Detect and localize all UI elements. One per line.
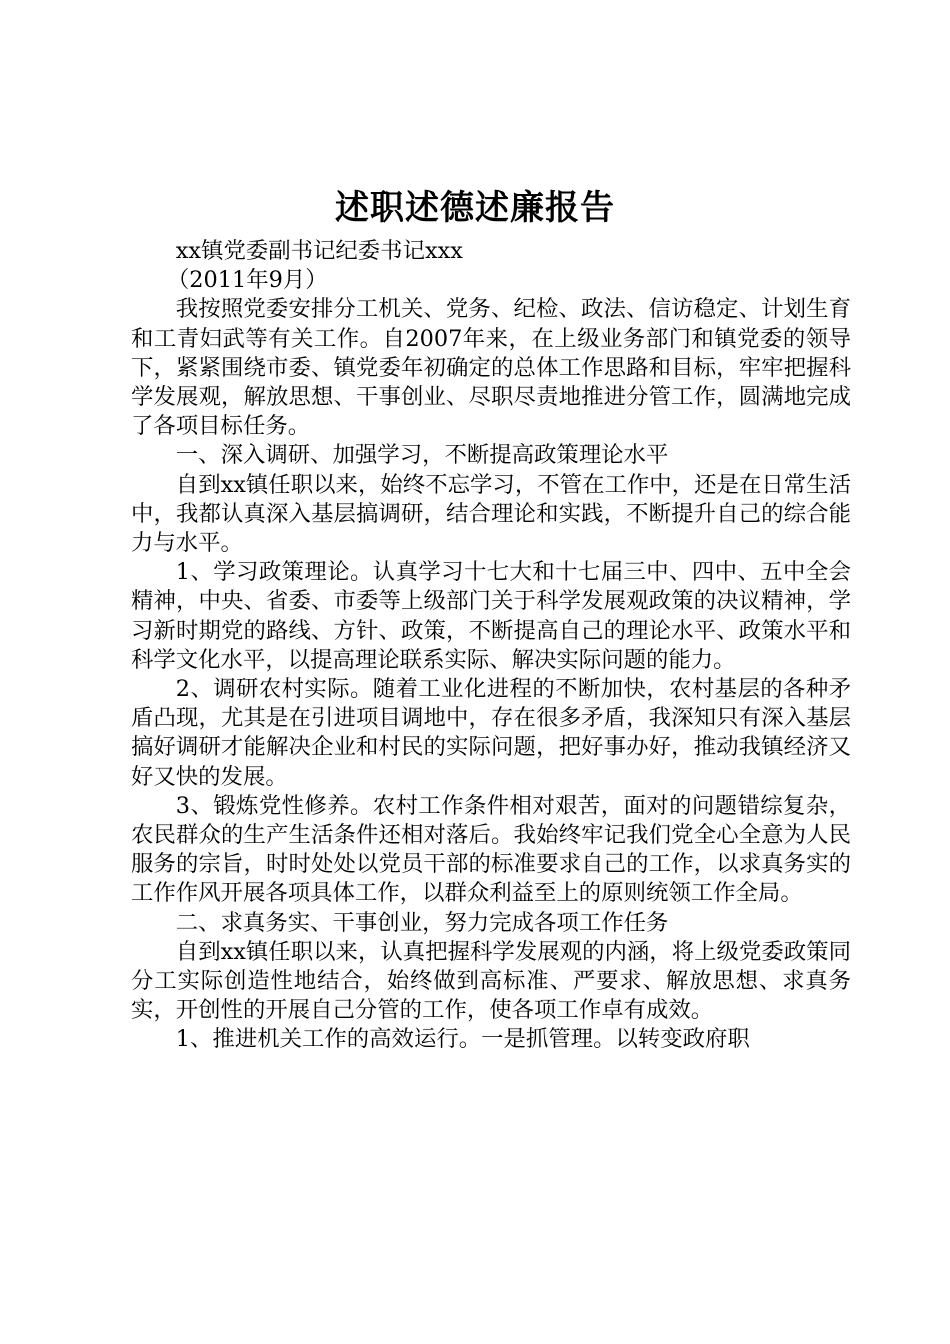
paragraph: 1、学习政策理论。认真学习十七大和十七届三中、四中、五中全会精神，中央、省委、市委等上级部门关于科学发展观政策的决议精神，学习新时期党的路线、方针、政策，不断提高自己的理论水平、政策水平和科学文化水平，以提高理论联系实际、解决实际问题的能力。 [131, 559, 851, 673]
paragraph: 3、锻炼党性修养。农村工作条件相对艰苦，面对的问题错综复杂，农民群众的生产生活条件还相对落后。我始终牢记我们党全心全意为人民服务的宗旨，时时处处以党员干部的标准要求自己的工作，以求真务实的工作作风开展各项具体工作，以群众利益至上的原则统领工作全局。 [131, 792, 851, 907]
section-heading: 二、求真务实、干事创业，努力完成各项工作任务 [175, 909, 669, 936]
paragraph: 2、调研农村实际。随着工业化进程的不断加快，农村基层的各种矛盾凸现，尤其是在引进项目调地中，存在很多矛盾，我深知只有深入基层搞好调研才能解决企业和村民的实际问题，把好事办好，推动我镇经济又好又快的发展。 [131, 676, 851, 790]
section-heading: 一、深入调研、加强学习，不断提高政策理论水平 [175, 442, 669, 469]
date-line: （2011年9月） [166, 267, 328, 294]
author-line: xx镇党委副书记纪委书记xxx [175, 238, 463, 264]
paragraph: 1、推进机关工作的高效运行。一是抓管理。以转变政府职 [175, 1026, 750, 1053]
paragraph: 我按照党委安排分工机关、党务、纪检、政法、信访稳定、计划生育和工青妇武等有关工作。自2007年来，在上级业务部门和镇党委的领导下，紧紧围绕市委、镇党委年初确定的总体工作思路和目标，牢牢把握科学发展观，解放思想、干事创业、尽职尽责地推进分管工作，圆满地完成了各项目标任务。 [131, 296, 851, 440]
paragraph: 自到xx镇任职以来，认真把握科学发展观的内涵，将上级党委政策同分工实际创造性地结合，始终做到高标准、严要求、解放思想、求真务实，开创性的开展自己分管的工作，使各项工作卓有成效。 [131, 938, 851, 1024]
document-body [131, 237, 851, 1055]
paragraph: 自到xx镇任职以来，始终不忘学习，不管在工作中，还是在日常生活中，我都认真深入基层搞调研，结合理论和实践，不断提升自己的综合能力与水平。 [131, 471, 851, 557]
document-title: 述职述德述廉报告 [335, 188, 615, 228]
